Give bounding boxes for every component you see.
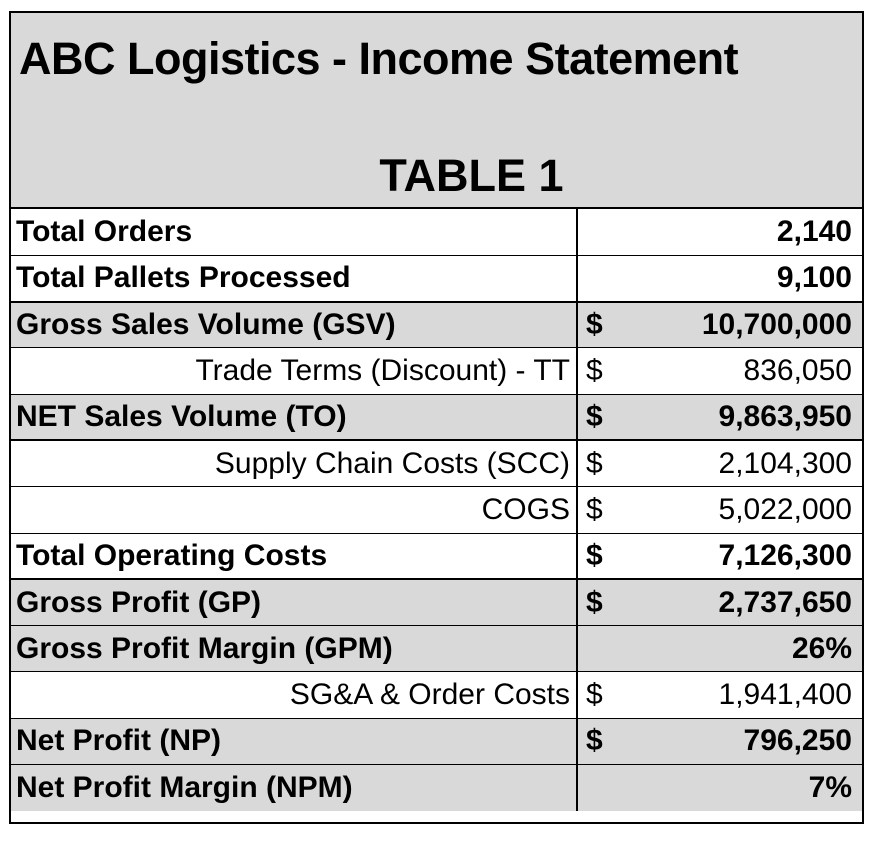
row-currency: $ bbox=[577, 579, 619, 625]
row-value: 796,250 bbox=[619, 718, 862, 764]
table-row bbox=[11, 487, 862, 533]
row-currency: $ bbox=[577, 718, 619, 764]
table-subtitle: TABLE 1 bbox=[379, 150, 564, 201]
row-currency: $ bbox=[577, 440, 619, 486]
row-label: Total Pallets Processed bbox=[11, 255, 577, 301]
row-currency: $ bbox=[577, 302, 619, 348]
table-row bbox=[11, 579, 862, 625]
row-currency: $ bbox=[577, 487, 619, 533]
table-row bbox=[11, 348, 862, 394]
row-currency bbox=[577, 255, 619, 301]
page-title: ABC Logistics - Income Statement bbox=[19, 33, 739, 84]
table-row bbox=[11, 765, 862, 811]
row-label: Net Profit Margin (NPM) bbox=[11, 765, 577, 811]
row-label: SG&A & Order Costs bbox=[11, 672, 577, 718]
row-value: 26% bbox=[619, 626, 862, 672]
row-value: 9,863,950 bbox=[619, 394, 862, 440]
table-row bbox=[11, 626, 862, 672]
row-currency bbox=[577, 626, 619, 672]
row-label: NET Sales Volume (TO) bbox=[11, 394, 577, 440]
row-label: Gross Profit (GP) bbox=[11, 579, 577, 625]
row-label: COGS bbox=[11, 487, 577, 533]
row-currency: $ bbox=[577, 348, 619, 394]
table-row bbox=[11, 209, 862, 255]
table-row bbox=[11, 440, 862, 486]
row-value: 1,941,400 bbox=[619, 672, 862, 718]
row-label: Supply Chain Costs (SCC) bbox=[11, 440, 577, 486]
row-label: Total Operating Costs bbox=[11, 533, 577, 579]
income-statement-sheet bbox=[9, 11, 864, 824]
row-currency: $ bbox=[577, 533, 619, 579]
row-currency bbox=[577, 209, 619, 255]
statement-header bbox=[11, 13, 862, 209]
income-table bbox=[11, 209, 862, 811]
row-currency: $ bbox=[577, 394, 619, 440]
row-value: 836,050 bbox=[619, 348, 862, 394]
table-row bbox=[11, 394, 862, 440]
row-currency: $ bbox=[577, 672, 619, 718]
row-label: Total Orders bbox=[11, 209, 577, 255]
row-value: 2,737,650 bbox=[619, 579, 862, 625]
row-currency bbox=[577, 765, 619, 811]
table-row bbox=[11, 302, 862, 348]
row-value: 7,126,300 bbox=[619, 533, 862, 579]
row-value: 10,700,000 bbox=[619, 302, 862, 348]
row-value: 7% bbox=[619, 765, 862, 811]
row-label: Gross Sales Volume (GSV) bbox=[11, 302, 577, 348]
row-label: Net Profit (NP) bbox=[11, 718, 577, 764]
table-row bbox=[11, 718, 862, 764]
table-row bbox=[11, 672, 862, 718]
row-value: 9,100 bbox=[619, 255, 862, 301]
row-value: 2,104,300 bbox=[619, 440, 862, 486]
row-value: 2,140 bbox=[619, 209, 862, 255]
table-row bbox=[11, 533, 862, 579]
row-label: Trade Terms (Discount) - TT bbox=[11, 348, 577, 394]
table-row bbox=[11, 255, 862, 301]
row-label: Gross Profit Margin (GPM) bbox=[11, 626, 577, 672]
row-value: 5,022,000 bbox=[619, 487, 862, 533]
